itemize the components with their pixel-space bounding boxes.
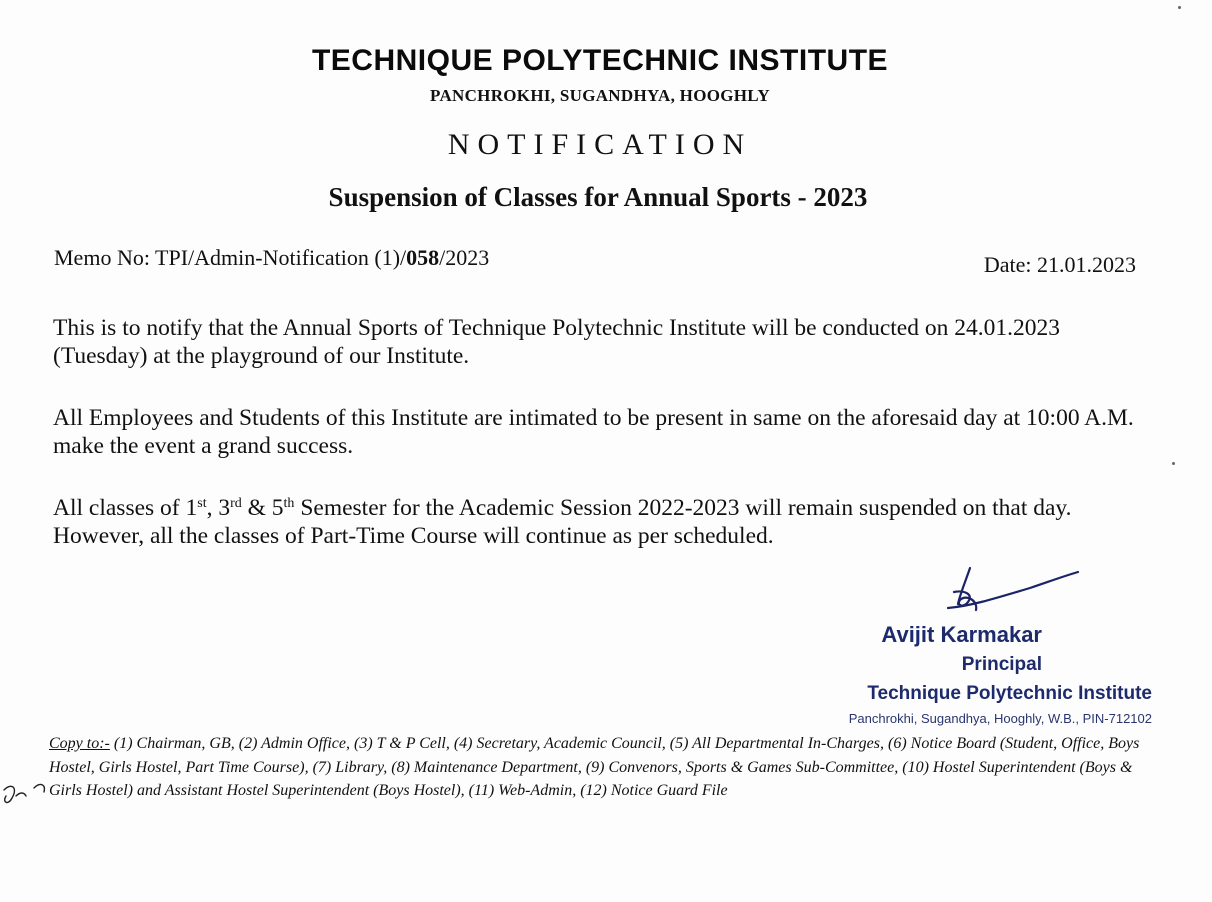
signatory-institute: Technique Polytechnic Institute <box>867 683 1152 704</box>
p3-text-1: All classes of 1 <box>53 495 198 521</box>
scan-speck <box>1178 6 1181 9</box>
copy-to-recipients: (1) Chairman, GB, (2) Admin Office, (3) T & P Cell, (4) Secretary, Academic Council, (5) All Departmental In-Charges, (6) Notice Board (Student, Office, Boys Hostel, Girls Hostel, Part Time Course), (7) Library, (8) Maintenance Department, (9) Convenors, Sports & Games Sub-Committee, (10) Hostel Superintendent (Boys & Girls Hostel) and Assistant Hostel Superintendent (Boys Hostel), (11) Web-Admin, (12) Notice Guard File <box>49 735 1140 799</box>
memo-number <box>54 245 489 271</box>
signatory-name: Avijit Karmakar <box>881 622 1042 647</box>
notification-heading: NOTIFICATION <box>447 128 753 161</box>
institute-name: TECHNIQUE POLYTECHNIC INSTITUTE <box>311 44 889 77</box>
p3-text-2: , 3 <box>206 495 231 521</box>
institute-address: PANCHROKHI, SUGANDHYA, HOOGHLY <box>430 86 770 105</box>
principal-signature <box>930 560 1090 630</box>
paragraph-sports-schedule: This is to notify that the Annual Sports of Technique Polytechnic Institute will be conducted on 24.01.2023 (Tuesday) at the playground of our Institute. <box>53 315 1060 369</box>
paragraph-class-suspension <box>53 494 1143 550</box>
p3-sup-1: st <box>197 496 207 511</box>
signatory-address: Panchrokhi, Sugandhya, Hooghly, W.B., PIN-712102 <box>848 711 1152 726</box>
p3-text-4: Semester for the Academic Session 2022-2023 will remain suspended on that day. However, all the classes of Part-Time Course will continue as per scheduled. <box>53 495 1072 549</box>
signatory-designation: Principal <box>961 654 1042 675</box>
handwritten-initial-mark <box>0 778 60 838</box>
paragraph-attendance: All Employees and Students of this Institute are intimated to be present in same on the aforesaid day at 10:00 A.M. make the event a grand success. <box>53 405 1134 459</box>
copy-to-list <box>49 732 1149 803</box>
memo-serial: 058 <box>406 245 440 270</box>
subject-line: Suspension of Classes for Annual Sports - 2023 <box>328 182 868 212</box>
memo-prefix: Memo No: TPI/Admin-Notification (1)/ <box>54 245 407 270</box>
p3-sup-3: th <box>283 496 295 511</box>
copy-to-label: Copy to:- <box>49 735 110 752</box>
p3-sup-2: rd <box>230 496 242 511</box>
memo-date: Date: 21.01.2023 <box>983 252 1136 277</box>
scan-speck <box>1172 462 1175 465</box>
p3-text-3: & 5 <box>241 495 284 521</box>
memo-suffix: /2023 <box>439 245 490 270</box>
